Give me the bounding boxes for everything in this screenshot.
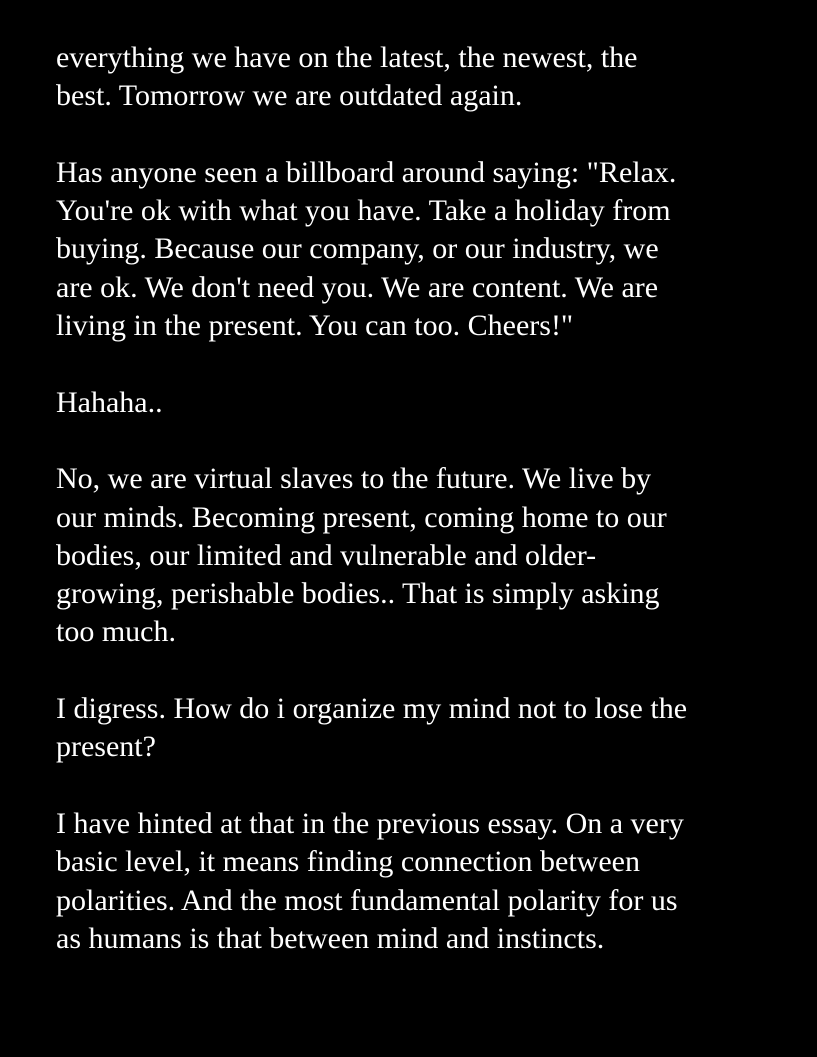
- text-line: too much.: [56, 615, 176, 649]
- text-line: as humans is that between mind and instincts.: [56, 921, 605, 955]
- text-line: No, we are virtual slaves to the future. We live by: [56, 462, 652, 496]
- text-line: are ok. We don't need you. We are content. We are: [56, 270, 659, 304]
- text-line: growing, perishable bodies.. That is simply asking: [56, 577, 660, 611]
- text-line: everything we have on the latest, the newest, the: [56, 41, 638, 74]
- paragraph-5: [56, 690, 776, 767]
- paragraph-6: [56, 805, 776, 958]
- text-line: present?: [56, 730, 156, 764]
- text-line: polarities. And the most fundamental polarity for us: [56, 883, 678, 917]
- text-line: bodies, our limited and vulnerable and older-: [56, 538, 597, 572]
- paragraph-1: [56, 39, 776, 116]
- text-line: I digress. How do i organize my mind not to lose the: [56, 692, 688, 726]
- text-line: I have hinted at that in the previous essay. On a very: [56, 806, 684, 840]
- text-line: living in the present. You can too. Cheers!": [56, 309, 574, 343]
- text-line: basic level, it means finding connection between: [56, 845, 640, 879]
- paragraph-3: [56, 384, 776, 422]
- text-line: Hahaha..: [56, 385, 163, 419]
- text-line: best. Tomorrow we are outdated again.: [56, 79, 523, 113]
- text-line: buying. Because our company, or our industry, we: [56, 232, 659, 266]
- paragraph-4: [56, 460, 776, 651]
- essay-text: [56, 39, 776, 996]
- text-line: Has anyone seen a billboard around saying: "Relax.: [56, 155, 677, 189]
- paragraph-2: [56, 154, 776, 345]
- text-line: our minds. Becoming present, coming home to our: [56, 500, 667, 534]
- text-line: You're ok with what you have. Take a holiday from: [56, 194, 671, 228]
